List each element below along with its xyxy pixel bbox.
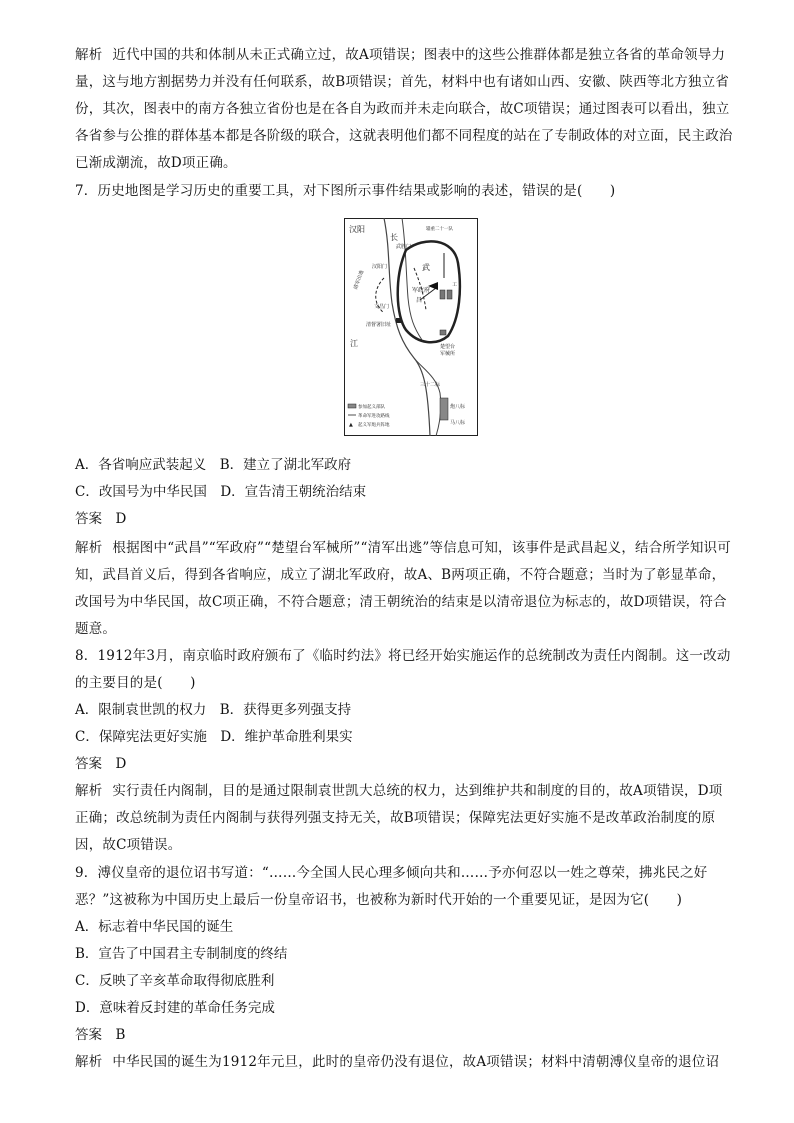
svg-text:武: 武 bbox=[422, 263, 430, 272]
analysis-label: 解析 bbox=[75, 1054, 103, 1070]
svg-text:清军出逃: 清军出逃 bbox=[352, 269, 366, 291]
svg-text:昌: 昌 bbox=[416, 297, 423, 304]
q9-question: 9．溥仪皇帝的退位诏书写道：“……今全国人民心理多倾向共和……予亦何忍以一姓之尊荣，拂兆民之好恶？”这被称为中国历史上最后一份皇帝诏书，也被称为新时代开始的一个重要见证，是因为它( ) A．标志着中华民国的诞生 B．宣告了中国君主专制制度的终结 C．反映了辛亥革命取得彻底胜利 D．意味着反封建的革命任务完成 答案 B 解析 中华民国的诞生为1912年元旦，此时的皇帝仍没有退位，故A项错误；材料中清朝溥仪皇帝的退位诏 bbox=[75, 860, 735, 1076]
q7-options: A．各省响应武装起义 B．建立了湖北军政府 C．改国号为中华民国 D．宣告清王朝统治结束 答案 D bbox=[75, 452, 735, 533]
q8-answer: 答案 D bbox=[75, 756, 127, 772]
svg-text:三十二标: 三十二标 bbox=[420, 382, 441, 388]
svg-text:起义军炮兵阵地: 起义军炮兵阵地 bbox=[358, 423, 390, 428]
svg-text:汉阳门: 汉阳门 bbox=[372, 264, 388, 270]
q7-answer: 答案 D bbox=[75, 511, 127, 527]
svg-text:江: 江 bbox=[350, 339, 358, 348]
wuchang-uprising-map bbox=[344, 218, 478, 436]
svg-text:文昌门: 文昌门 bbox=[374, 304, 390, 310]
map-figure bbox=[344, 218, 478, 436]
q9-answer: 答案 B bbox=[75, 1027, 126, 1043]
q7-stem: 7．历史地图是学习历史的重要工具，对下图所示事件结果或影响的表述，错误的是( ) bbox=[75, 183, 616, 199]
svg-text:参加起义部队: 参加起义部队 bbox=[358, 405, 385, 410]
analysis-label: 解析 bbox=[75, 783, 103, 799]
svg-text:军政府: 军政府 bbox=[412, 287, 431, 294]
q6-analysis bbox=[75, 42, 735, 177]
q8-question: 8．1912年3月，南京临时政府颁布了《临时约法》将已经开始实施运作的总统制改为责任内阁制。这一改动的主要目的是( ) A．限制袁世凯的权力 B．获得更多列强支持 C．保障宪法更好实施 D．维护革命胜利果实 答案 D 解析 实行责任内阁制，目的是通过限制袁世凯大总统的权力，达到维护共和制度的目的，故A项错误，D项正确；改总统制为责任内阁制与获得列强支持无关，故B项错误；保障宪法更好实施不是改革政治制度的原因，故C项错误。 bbox=[75, 643, 735, 859]
q7-analysis: 解析 根据图中“武昌”“军政府”“楚望台军械所”“清军出逃”等信息可知，该事件是武昌起义，结合所学知识可知，武昌首义后，得到各省响应，成立了湖北军政府，故A、B两项正确，不符合题意；当时为了彰显革命，改国号为中华民国，故C项正确，不符合题意；清王朝统治的结束是以清帝退位为标志的，故D项错误，符合题意。 bbox=[75, 540, 731, 637]
svg-text:辎重二十一队: 辎重二十一队 bbox=[426, 227, 453, 232]
analysis-label: 解析 bbox=[75, 540, 103, 556]
svg-text:炮八标: 炮八标 bbox=[450, 404, 466, 410]
svg-text:长: 长 bbox=[390, 233, 398, 242]
analysis-label: 解析 bbox=[75, 47, 103, 63]
svg-text:▲: ▲ bbox=[349, 422, 353, 428]
svg-text:汉阳: 汉阳 bbox=[349, 225, 365, 234]
svg-text:革命军进攻路线: 革命军进攻路线 bbox=[358, 414, 390, 419]
svg-text:楚望台: 楚望台 bbox=[440, 344, 456, 350]
svg-text:武胜门: 武胜门 bbox=[396, 244, 412, 250]
svg-text:清督署旧址: 清督署旧址 bbox=[366, 322, 392, 328]
svg-text:军械所: 军械所 bbox=[440, 351, 456, 357]
svg-text:马八标: 马八标 bbox=[450, 420, 466, 426]
q6-analysis-text: 近代中国的共和体制从未正式确立过，故A项错误；图表中的这些公推群体都是独立各省的革命领导力量，这与地方割据势力并没有任何联系，故B项错误；首先，材料中也有诸如山西、安徽、陕西等北方独立省份，其次，图表中的南方各独立省份也是在各自为政而并未走向联合，故C项错误；通过图表可以看出，独立各省参与公推的群体基本都是各阶级的联合，这就表明他们都不同程度的站在了专制政体的对立面，民主政治已渐成潮流，故D项正确。 bbox=[75, 47, 733, 171]
svg-text:工: 工 bbox=[452, 282, 458, 288]
